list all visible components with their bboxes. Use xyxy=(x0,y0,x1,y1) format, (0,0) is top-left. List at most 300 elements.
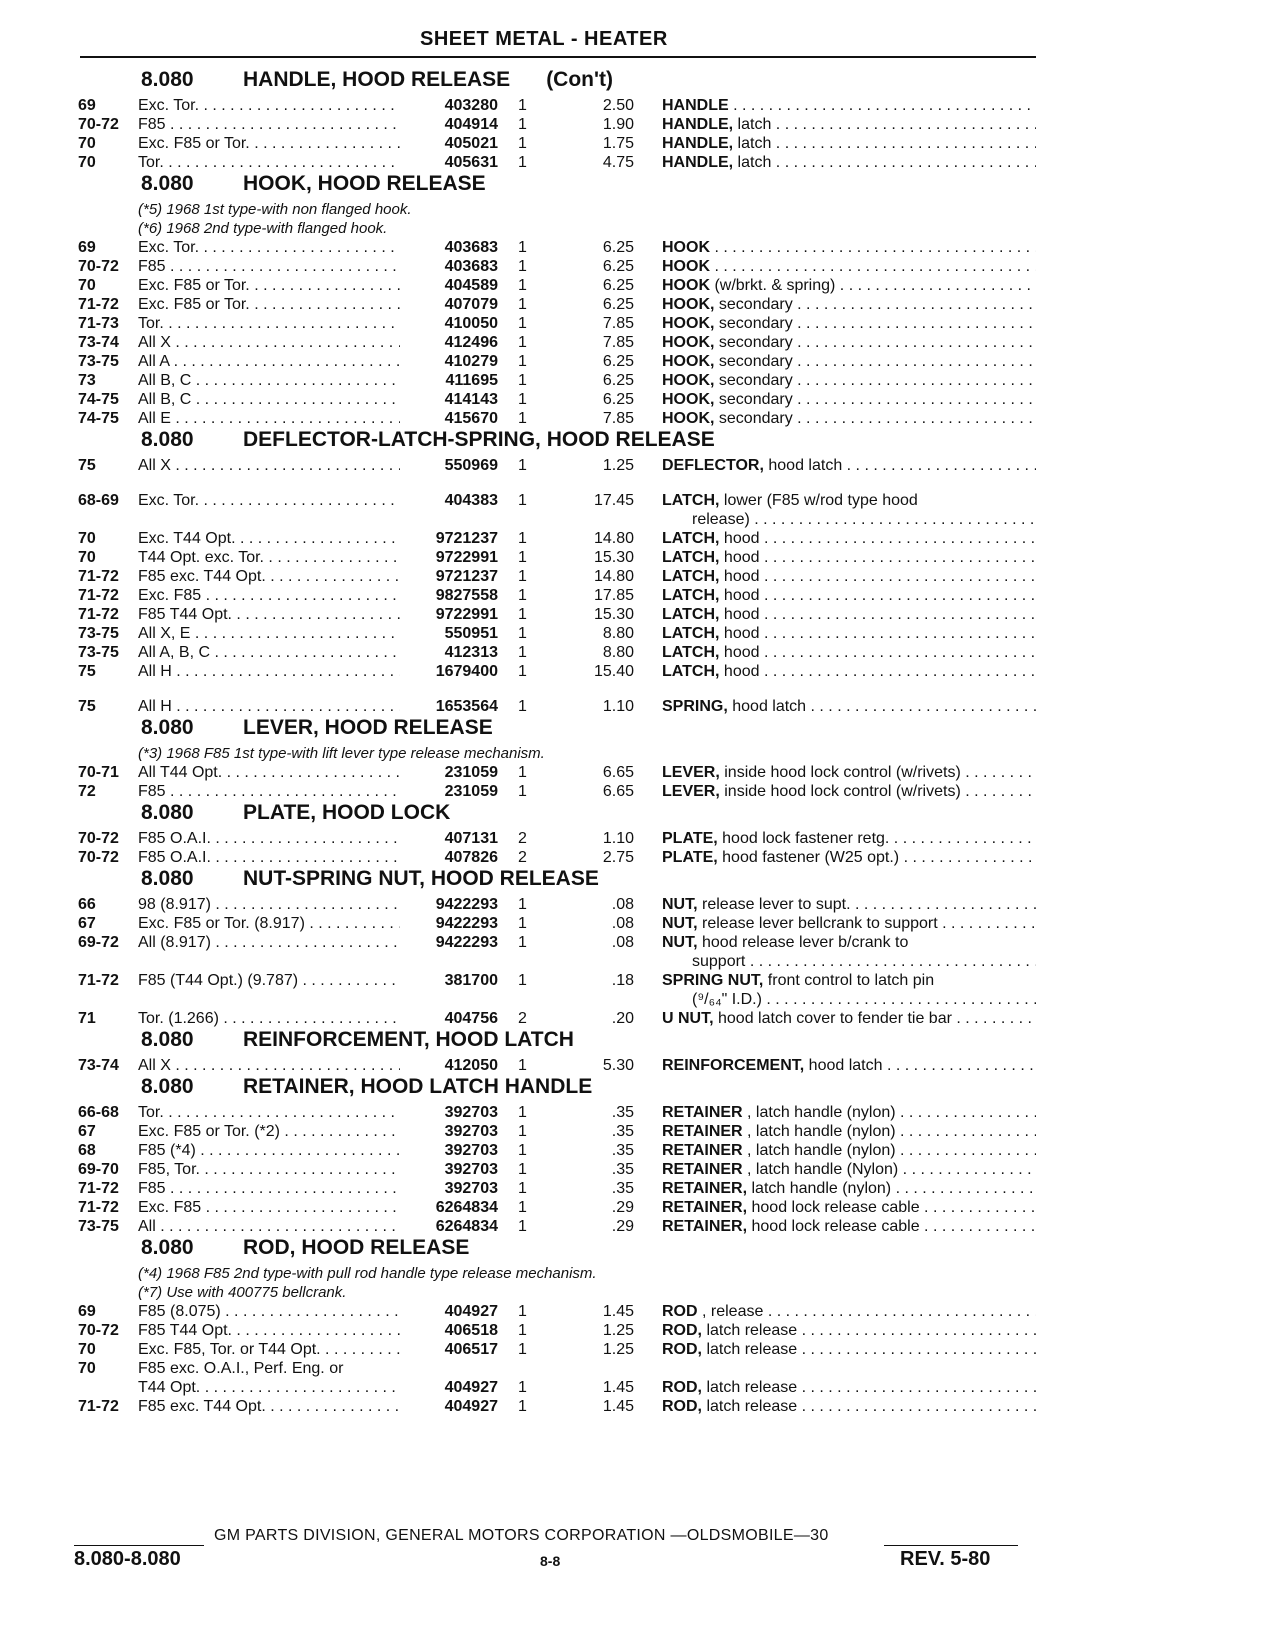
price-cell: 2.75 xyxy=(602,849,634,866)
quantity-cell: 1 xyxy=(518,457,527,474)
description-cell xyxy=(662,643,1036,662)
table-row xyxy=(78,933,1038,971)
description-keyword: LATCH, xyxy=(662,568,720,585)
description-text: latch xyxy=(733,135,772,152)
price-cell: 4.75 xyxy=(602,154,634,171)
description-cell xyxy=(662,115,1036,134)
year-cell: 66 xyxy=(78,896,96,913)
price-cell: 1.25 xyxy=(602,1341,634,1358)
price-cell: 6.25 xyxy=(602,258,634,275)
price-cell: 1.10 xyxy=(602,698,634,715)
description-keyword: HOOK, xyxy=(662,315,715,332)
application-cell: All . . . xyxy=(138,1217,400,1236)
part-number-cell: 410050 xyxy=(444,315,498,332)
footer-page-number: 8-8 xyxy=(540,1553,561,1569)
section-header xyxy=(78,1236,1038,1264)
description-text: secondary xyxy=(714,353,793,370)
description-keyword: HOOK, xyxy=(662,410,715,427)
price-cell: 7.85 xyxy=(602,315,634,332)
section-title xyxy=(243,801,450,825)
price-cell: 8.80 xyxy=(602,644,634,661)
quantity-cell: 1 xyxy=(518,296,527,313)
description-cell xyxy=(662,456,1036,475)
quantity-cell: 1 xyxy=(518,1398,527,1415)
application-cell: F85 (T44 Opt.) (9.787) . . . xyxy=(138,971,400,990)
section-title xyxy=(243,172,486,196)
description-keyword: LATCH, xyxy=(662,549,720,566)
description-keyword: DEFLECTOR, xyxy=(662,457,764,474)
description-keyword: LATCH, xyxy=(662,492,720,509)
description-text: latch handle (nylon) xyxy=(747,1180,892,1197)
application-cell: T44 Opt. . . . xyxy=(138,1378,400,1397)
year-cell: 71-72 xyxy=(78,296,119,313)
part-number-cell: 1653564 xyxy=(435,698,498,715)
application-cell: Exc. F85 or Tor. (8.917) . . . xyxy=(138,914,400,933)
quantity-cell: 2 xyxy=(518,830,527,847)
description-text: hood xyxy=(719,568,760,585)
table-row xyxy=(78,829,1038,848)
description-keyword: HANDLE xyxy=(662,97,729,114)
year-cell: 72 xyxy=(78,783,96,800)
part-number-cell: 381700 xyxy=(444,972,498,989)
application-cell: Exc. F85 . . . xyxy=(138,1198,400,1217)
description-cell xyxy=(662,257,1036,276)
application-cell: Exc. F85, Tor. or T44 Opt. . . . xyxy=(138,1340,400,1359)
quantity-cell: 1 xyxy=(518,1104,527,1121)
table-row xyxy=(78,1302,1038,1321)
footer-rule-left xyxy=(74,1545,204,1546)
price-cell: 6.65 xyxy=(602,764,634,781)
year-cell: 69 xyxy=(78,97,96,114)
application-cell: All X . . . xyxy=(138,1056,400,1075)
table-row xyxy=(78,548,1038,567)
application-cell: Tor. . . . xyxy=(138,1103,400,1122)
quantity-cell: 1 xyxy=(518,606,527,623)
year-cell: 71-72 xyxy=(78,587,119,604)
application-cell: All (8.917) . . . xyxy=(138,933,400,952)
year-cell: 71-72 xyxy=(78,568,119,585)
description-text: hood release lever b/crank to xyxy=(697,934,909,951)
description-line xyxy=(662,933,1036,952)
year-cell: 70 xyxy=(78,135,96,152)
description-keyword: RETAINER xyxy=(662,1142,743,1159)
description-cell xyxy=(662,605,1036,624)
description-keyword: PLATE, xyxy=(662,849,718,866)
parts-listing xyxy=(78,68,1038,1416)
price-cell: .18 xyxy=(611,972,634,989)
application-cell: All B, C . . . xyxy=(138,371,400,390)
price-cell: 1.45 xyxy=(602,1398,634,1415)
description-cell xyxy=(662,238,1036,257)
description-cell xyxy=(662,1122,1036,1141)
description-keyword: HOOK, xyxy=(662,296,715,313)
description-cell xyxy=(662,1378,1036,1397)
table-row xyxy=(78,491,1038,529)
price-cell: .08 xyxy=(611,934,634,951)
application-cell: Tor. (1.266) . . . xyxy=(138,1009,400,1028)
price-cell: 15.40 xyxy=(593,663,634,680)
quantity-cell: 2 xyxy=(518,849,527,866)
table-row xyxy=(78,390,1038,409)
section-title-text: REINFORCEMENT, HOOD LATCH xyxy=(243,1028,574,1051)
table-row xyxy=(78,895,1038,914)
description-keyword: RETAINER, xyxy=(662,1199,748,1216)
application-cell: Exc. F85 . . . xyxy=(138,586,400,605)
year-cell: 67 xyxy=(78,1123,96,1140)
description-cell xyxy=(662,1321,1036,1340)
application-cell: Exc. F85 or Tor. . . . xyxy=(138,276,400,295)
part-number-cell: 392703 xyxy=(444,1104,498,1121)
quantity-cell: 1 xyxy=(518,1123,527,1140)
description-keyword: LATCH, xyxy=(662,663,720,680)
description-text: hood latch xyxy=(763,457,843,474)
price-cell: 6.25 xyxy=(602,239,634,256)
price-cell: 15.30 xyxy=(593,606,634,623)
description-keyword: LATCH, xyxy=(662,644,720,661)
description-cell xyxy=(662,1009,1036,1028)
description-text: hood lock release cable xyxy=(747,1218,920,1235)
description-keyword: HOOK xyxy=(662,239,710,256)
year-cell: 71-72 xyxy=(78,606,119,623)
section-header xyxy=(78,867,1038,895)
description-keyword: RETAINER, xyxy=(662,1218,748,1235)
description-cell xyxy=(662,333,1036,352)
part-number-cell: 404383 xyxy=(444,492,498,509)
application-cell: Exc. Tor. . . . xyxy=(138,96,400,115)
part-number-cell: 405631 xyxy=(444,154,498,171)
application-cell: All T44 Opt. . . . xyxy=(138,763,400,782)
description-text: hood latch cover to fender tie bar . xyxy=(713,1010,961,1027)
part-number-cell: 407131 xyxy=(444,830,498,847)
part-number-cell: 406518 xyxy=(444,1322,498,1339)
description-cell xyxy=(662,914,1036,933)
price-cell: 6.25 xyxy=(602,277,634,294)
description-cell xyxy=(662,1179,1036,1198)
description-text: latch release xyxy=(702,1398,798,1415)
quantity-cell: 1 xyxy=(518,644,527,661)
section-header xyxy=(78,172,1038,200)
description-cell xyxy=(662,662,1036,681)
description-keyword: ROD, xyxy=(662,1322,702,1339)
description-keyword: HANDLE, xyxy=(662,116,734,133)
table-row xyxy=(78,624,1038,643)
price-cell: 6.65 xyxy=(602,783,634,800)
part-number-cell: 405021 xyxy=(444,135,498,152)
price-cell: 14.80 xyxy=(593,568,634,585)
quantity-cell: 1 xyxy=(518,277,527,294)
description-text: front control to latch pin xyxy=(763,972,935,989)
price-cell: .08 xyxy=(611,896,634,913)
section-title xyxy=(243,867,599,891)
description-keyword: PLATE, xyxy=(662,830,718,847)
section-header xyxy=(78,716,1038,744)
quantity-cell: 1 xyxy=(518,915,527,932)
description-cell xyxy=(662,1198,1036,1217)
year-cell: 70 xyxy=(78,530,96,547)
price-cell: 7.85 xyxy=(602,334,634,351)
part-number-cell: 412496 xyxy=(444,334,498,351)
table-row xyxy=(78,153,1038,172)
quantity-cell: 1 xyxy=(518,625,527,642)
description-text: secondary xyxy=(714,334,793,351)
table-row xyxy=(78,605,1038,624)
table-row xyxy=(78,697,1038,716)
description-cell xyxy=(662,390,1036,409)
description-continuation: release) . . . xyxy=(662,510,1036,529)
table-row xyxy=(78,971,1038,1009)
quantity-cell: 1 xyxy=(518,97,527,114)
description-cell xyxy=(662,971,1036,1009)
page-title: SHEET METAL - HEATER xyxy=(420,28,668,50)
application-cell: 98 (8.917) . . . xyxy=(138,895,400,914)
description-cell xyxy=(662,1302,1036,1321)
section-number: 8.080 xyxy=(141,716,194,739)
description-text: hood xyxy=(719,587,760,604)
quantity-cell: 1 xyxy=(518,934,527,951)
description-cell xyxy=(662,409,1036,428)
section-number: 8.080 xyxy=(141,1028,194,1051)
quantity-cell: 1 xyxy=(518,492,527,509)
application-cell: F85 O.A.I. . . . xyxy=(138,848,400,867)
section-title-text: DEFLECTOR-LATCH-SPRING, HOOD RELEASE xyxy=(243,428,715,451)
year-cell: 67 xyxy=(78,915,96,932)
description-keyword: LEVER, xyxy=(662,783,720,800)
table-row xyxy=(78,115,1038,134)
description-keyword: ROD, xyxy=(662,1341,702,1358)
application-cell: All X . . . xyxy=(138,456,400,475)
application-cell: F85 exc. T44 Opt. . . . xyxy=(138,1397,400,1416)
year-cell: 69-72 xyxy=(78,934,119,951)
part-number-cell: 392703 xyxy=(444,1123,498,1140)
description-cell xyxy=(662,352,1036,371)
description-cell xyxy=(662,763,1036,782)
part-number-cell: 9422293 xyxy=(435,896,498,913)
description-text: latch xyxy=(733,154,772,171)
description-keyword: NUT, xyxy=(662,934,698,951)
description-keyword: ROD, xyxy=(662,1398,702,1415)
part-number-cell: 403683 xyxy=(444,239,498,256)
footer-rule-right xyxy=(884,1545,1018,1546)
year-cell: 71-72 xyxy=(78,1398,119,1415)
section-number: 8.080 xyxy=(141,172,194,195)
part-number-cell: 9721237 xyxy=(435,530,498,547)
description-cell xyxy=(662,153,1036,172)
section-header xyxy=(78,428,1038,456)
table-row xyxy=(78,314,1038,333)
section-note: (*4) 1968 F85 2nd type-with pull rod handle type release mechanism. xyxy=(138,1265,597,1282)
description-text: hood xyxy=(719,644,760,661)
table-row xyxy=(78,1198,1038,1217)
section-number: 8.080 xyxy=(141,867,194,890)
quantity-cell: 1 xyxy=(518,587,527,604)
table-row xyxy=(78,914,1038,933)
year-cell: 71-72 xyxy=(78,1199,119,1216)
table-row xyxy=(78,1397,1038,1416)
section-header xyxy=(78,68,1038,96)
application-cell: Tor. . . . xyxy=(138,314,400,333)
price-cell: .35 xyxy=(611,1161,634,1178)
quantity-cell: 1 xyxy=(518,663,527,680)
section-title-text: PLATE, HOOD LOCK xyxy=(243,801,451,824)
quantity-cell: 1 xyxy=(518,972,527,989)
description-cell xyxy=(662,782,1036,801)
description-text: hood xyxy=(719,663,760,680)
table-row xyxy=(78,763,1038,782)
application-cell: F85 O.A.I. . . . xyxy=(138,829,400,848)
application-cell: Exc. Tor. . . . xyxy=(138,491,400,510)
table-row xyxy=(78,1122,1038,1141)
price-cell: .20 xyxy=(611,1010,634,1027)
description-text: release lever to supt. xyxy=(697,896,851,913)
section-number: 8.080 xyxy=(141,1236,194,1259)
section-header xyxy=(78,1075,1038,1103)
description-cell xyxy=(662,933,1036,971)
table-row xyxy=(78,643,1038,662)
application-cell: F85 exc. T44 Opt. . . . xyxy=(138,567,400,586)
part-number-cell: 9721237 xyxy=(435,568,498,585)
description-cell xyxy=(662,624,1036,643)
section-header xyxy=(78,801,1038,829)
year-cell: 69 xyxy=(78,1303,96,1320)
part-number-cell: 1679400 xyxy=(435,663,498,680)
description-text: hood xyxy=(719,606,760,623)
description-keyword: NUT, xyxy=(662,896,698,913)
quantity-cell: 1 xyxy=(518,530,527,547)
description-text: , latch handle (nylon) xyxy=(742,1123,896,1140)
year-cell: 70-72 xyxy=(78,258,119,275)
quantity-cell: 1 xyxy=(518,239,527,256)
application-cell: Exc. Tor. . . . xyxy=(138,238,400,257)
quantity-cell: 1 xyxy=(518,1180,527,1197)
year-cell: 69 xyxy=(78,239,96,256)
part-number-cell: 404927 xyxy=(444,1303,498,1320)
description-text: hood lock release cable xyxy=(747,1199,920,1216)
quantity-cell: 1 xyxy=(518,549,527,566)
table-row xyxy=(78,1179,1038,1198)
description-continuation: support . . . xyxy=(662,952,1036,971)
year-cell: 71 xyxy=(78,1010,96,1027)
part-number-cell: 404914 xyxy=(444,116,498,133)
price-cell: 14.80 xyxy=(593,530,634,547)
description-keyword: ROD, xyxy=(662,1379,702,1396)
footer-corporation: GM PARTS DIVISION, GENERAL MOTORS CORPORATION —OLDSMOBILE—30 xyxy=(214,1527,829,1544)
section-title xyxy=(243,716,493,740)
part-number-cell: 412313 xyxy=(444,644,498,661)
quantity-cell: 2 xyxy=(518,1010,527,1027)
year-cell: 70-72 xyxy=(78,849,119,866)
quantity-cell: 1 xyxy=(518,1199,527,1216)
year-cell: 71-72 xyxy=(78,972,119,989)
year-cell: 75 xyxy=(78,663,96,680)
application-cell: All X . . . xyxy=(138,333,400,352)
year-cell: 73-75 xyxy=(78,625,119,642)
description-text: latch xyxy=(733,116,772,133)
part-number-cell: 9422293 xyxy=(435,915,498,932)
description-keyword: SPRING, xyxy=(662,698,728,715)
table-row xyxy=(78,409,1038,428)
table-row xyxy=(78,96,1038,115)
section-title xyxy=(243,1236,469,1260)
section-number: 8.080 xyxy=(141,801,194,824)
part-number-cell: 406517 xyxy=(444,1341,498,1358)
price-cell: 6.25 xyxy=(602,372,634,389)
price-cell: 1.10 xyxy=(602,830,634,847)
application-cell: All H . . . xyxy=(138,697,400,716)
price-cell: .08 xyxy=(611,915,634,932)
description-keyword: RETAINER xyxy=(662,1161,743,1178)
description-text: secondary xyxy=(714,391,793,408)
section-title-suffix: (Con't) xyxy=(546,68,613,91)
application-cell: F85 (*4) . . . xyxy=(138,1141,400,1160)
table-row xyxy=(78,238,1038,257)
description-cell xyxy=(662,829,1036,848)
year-cell: 75 xyxy=(78,698,96,715)
description-text: hood xyxy=(719,549,760,566)
part-number-cell: 392703 xyxy=(444,1161,498,1178)
description-cell xyxy=(662,1103,1036,1122)
part-number-cell: 415670 xyxy=(444,410,498,427)
year-cell: 74-75 xyxy=(78,410,119,427)
application-cell: All H . . . xyxy=(138,662,400,681)
application-cell: Exc. F85 or Tor. . . . xyxy=(138,295,400,314)
table-row xyxy=(78,529,1038,548)
part-number-cell: 410279 xyxy=(444,353,498,370)
price-cell: 8.80 xyxy=(602,625,634,642)
year-cell: 73 xyxy=(78,372,96,389)
table-row xyxy=(78,295,1038,314)
description-keyword: HOOK, xyxy=(662,372,715,389)
table-row xyxy=(78,1217,1038,1236)
price-cell: .29 xyxy=(611,1199,634,1216)
part-number-cell: 404589 xyxy=(444,277,498,294)
description-keyword: HANDLE, xyxy=(662,154,734,171)
description-keyword: HOOK, xyxy=(662,353,715,370)
description-text: lower (F85 w/rod type hood xyxy=(719,492,918,509)
section-title xyxy=(243,1075,592,1099)
table-row xyxy=(78,257,1038,276)
description-keyword: LEVER, xyxy=(662,764,720,781)
year-cell: 73-75 xyxy=(78,644,119,661)
description-text: hood xyxy=(719,530,760,547)
application-cell: F85, Tor. . . . xyxy=(138,1160,400,1179)
year-cell: 71-72 xyxy=(78,1180,119,1197)
application-cell: T44 Opt. exc. Tor. . . . xyxy=(138,548,400,567)
description-text: secondary xyxy=(714,315,793,332)
footer-section-range: 8.080-8.080 xyxy=(74,1548,181,1570)
application-cell: F85 exc. O.A.I., Perf. Eng. or xyxy=(138,1360,344,1377)
part-number-cell: 404927 xyxy=(444,1379,498,1396)
description-text: secondary xyxy=(714,296,793,313)
description-text: secondary xyxy=(714,372,793,389)
year-cell: 73-74 xyxy=(78,1057,119,1074)
description-cell xyxy=(662,697,1036,716)
section-title-text: NUT-SPRING NUT, HOOD RELEASE xyxy=(243,867,599,890)
quantity-cell: 1 xyxy=(518,315,527,332)
description-cell xyxy=(662,276,1036,295)
year-cell: 70 xyxy=(78,1360,96,1377)
section-note: (*3) 1968 F85 1st type-with lift lever type release mechanism. xyxy=(138,745,545,762)
quantity-cell: 1 xyxy=(518,372,527,389)
quantity-cell: 1 xyxy=(518,334,527,351)
price-cell: 5.30 xyxy=(602,1057,634,1074)
table-row xyxy=(78,1160,1038,1179)
description-keyword: HOOK xyxy=(662,258,710,275)
price-cell: 1.25 xyxy=(602,1322,634,1339)
description-text: hood xyxy=(719,625,760,642)
description-keyword: NUT, xyxy=(662,915,698,932)
price-cell: 17.45 xyxy=(593,492,634,509)
application-cell: All X, E . . . xyxy=(138,624,400,643)
